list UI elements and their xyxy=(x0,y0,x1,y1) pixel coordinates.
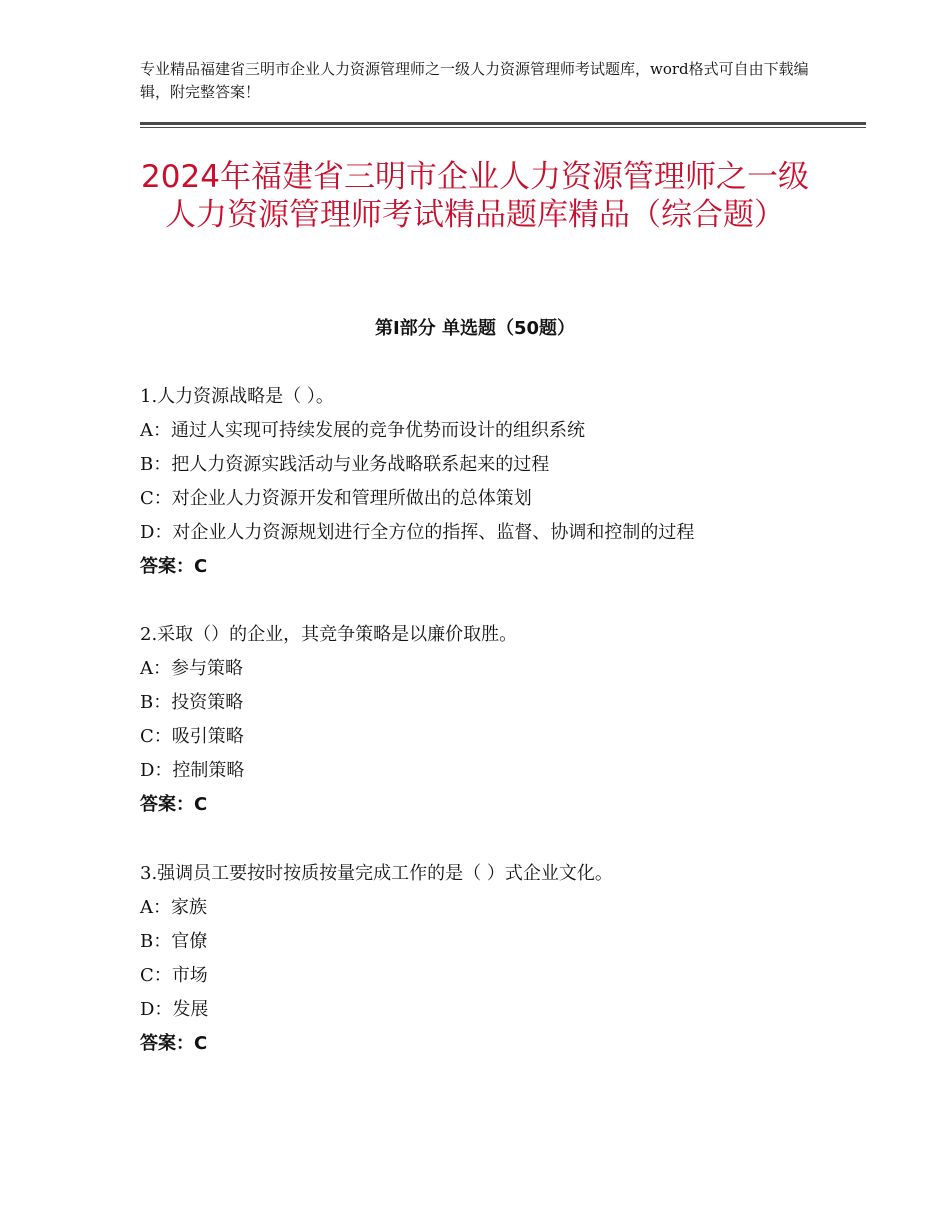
option-a: A：家族 xyxy=(140,897,207,918)
option-b: B：官僚 xyxy=(140,931,208,952)
header-divider-thin xyxy=(140,127,866,128)
option-a: A：通过人实现可持续发展的竞争优势而设计的组织系统 xyxy=(140,420,585,441)
option-d: D：发展 xyxy=(140,999,209,1020)
document-title: 2024年福建省三明市企业人力资源管理师之一级人力资源管理师考试精品题库精品（综合题） xyxy=(141,159,809,233)
option-c: C：市场 xyxy=(140,965,208,986)
option-c: C：对企业人力资源开发和管理所做出的总体策划 xyxy=(140,488,532,509)
option-b: B：投资策略 xyxy=(140,692,244,713)
header-note: 专业精品福建省三明市企业人力资源管理师之一级人力资源管理师考试题库，word格式可自由下载编辑，附完整答案！ xyxy=(140,60,809,101)
option-b: B：把人力资源实践活动与业务战略联系起来的过程 xyxy=(140,454,550,475)
question-stem: 1.人力资源战略是（ ）。 xyxy=(140,386,334,407)
question-stem: 2.采取（）的企业，其竞争策略是以廉价取胜。 xyxy=(140,624,518,645)
answer: 答案：C xyxy=(140,1033,208,1054)
option-c: C：吸引策略 xyxy=(140,726,244,747)
header-divider-thick xyxy=(140,122,866,125)
question-stem: 3.强调员工要按时按质按量完成工作的是（ ）式企业文化。 xyxy=(140,863,613,884)
option-d: D：控制策略 xyxy=(140,760,245,781)
question-1 xyxy=(140,380,840,584)
answer: 答案：C xyxy=(140,556,208,577)
question-2 xyxy=(140,618,840,822)
question-3 xyxy=(140,857,840,1061)
option-d: D：对企业人力资源规划进行全方位的指挥、监督、协调和控制的过程 xyxy=(140,522,695,543)
option-a: A：参与策略 xyxy=(140,658,243,679)
answer: 答案：C xyxy=(140,794,208,815)
section-title: 第Ⅰ部分 单选题（50题） xyxy=(374,318,575,339)
